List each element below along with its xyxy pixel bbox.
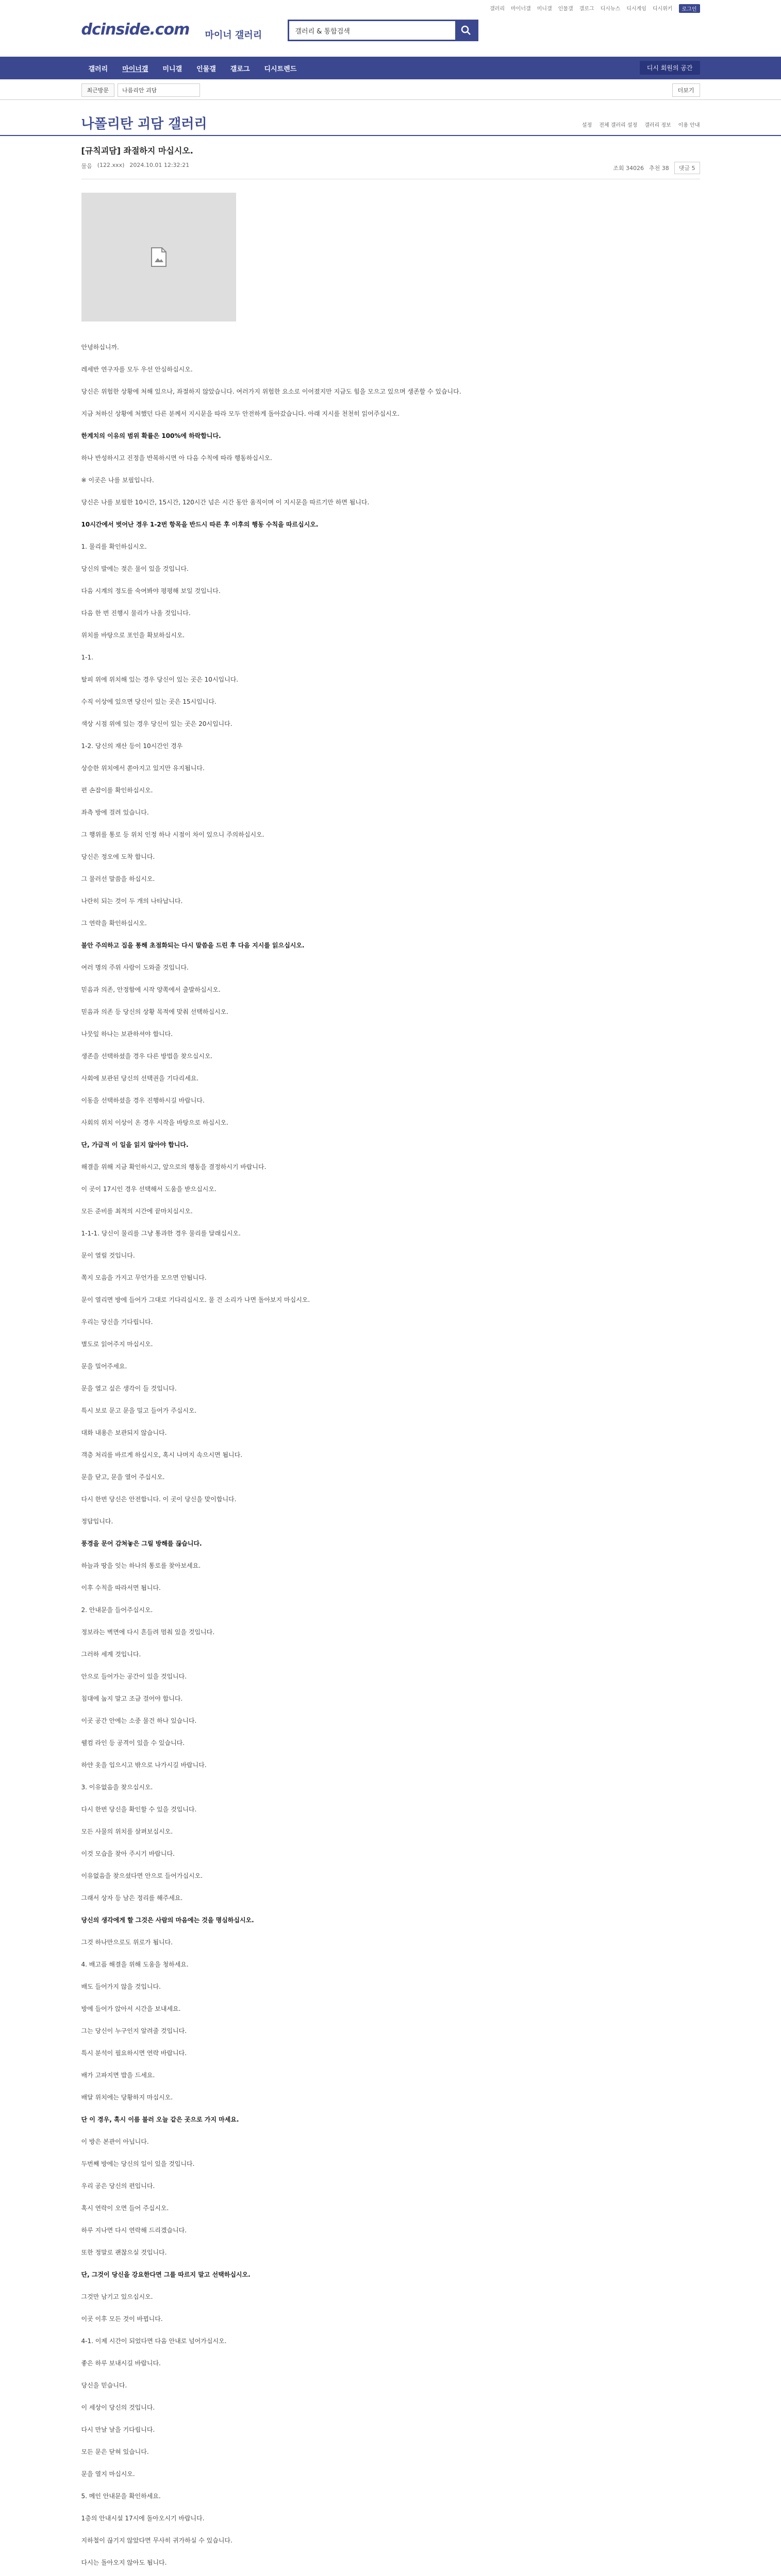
search-input[interactable] (289, 21, 455, 40)
body-paragraph: 사회에 보관된 당신의 선택권을 기다리세요. (81, 1075, 199, 1082)
body-paragraph: 이곳 이후 모든 것이 바뀝니다. (81, 2315, 163, 2323)
login-button[interactable]: 로그인 (679, 4, 700, 13)
body-paragraph: 모든 준비를 최적의 시간에 끝마치십시오. (81, 1208, 193, 1215)
recent-visit-button[interactable]: 최근방문 (81, 83, 115, 97)
body-paragraph: 4-1. 이제 시간이 되었다면 다음 안내로 넘어가십시오. (81, 2337, 227, 2345)
logo-subtitle[interactable]: 마이너 갤러리 (205, 30, 262, 41)
body-paragraph: 하늘과 땅을 잇는 하나의 통로를 찾아보세요. (81, 1562, 201, 1569)
top-link[interactable]: 디시위키 (652, 6, 673, 12)
body-paragraph: 웰컴 라인 등 공격이 있을 수 있습니다. (81, 1739, 185, 1747)
body-paragraph: 다시 한번 당신은 안전합니다. 이 곳이 당신을 맞이합니다. (81, 1496, 237, 1503)
global-nav (0, 57, 781, 79)
body-paragraph: 쪽지 모음을 가지고 무언가를 모으면 안됩니다. (81, 1274, 207, 1281)
body-paragraph: 안으로 들어가는 공간이 있을 것입니다. (81, 1673, 187, 1680)
body-paragraph: 또한 정말로 괜찮으실 것입니다. (81, 2249, 167, 2256)
post-ip: (122.xxx) (97, 162, 125, 168)
gnb-item[interactable]: 마이너갤 (122, 65, 148, 73)
body-paragraph: 그 행위를 통로 등 위치 인정 하나 시점이 차이 있으니 주의하십시오. (81, 831, 264, 838)
body-paragraph: 다시는 돌아오지 않아도 됩니다. (81, 2559, 167, 2566)
body-paragraph: 하얀 옷을 입으시고 밖으로 나가시길 바랍니다. (81, 1761, 207, 1769)
body-paragraph: 배가 고파지면 밥을 드세요. (81, 2072, 155, 2079)
body-paragraph: 당신은 정오에 도착 합니다. (81, 853, 155, 860)
body-paragraph: 객층 처리를 바르게 하십시오, 혹시 나머지 속으시면 됩니다. (81, 1451, 243, 1459)
body-paragraph: 별도로 읽어주지 마십시오. (81, 1341, 153, 1348)
sub-nav (0, 79, 781, 100)
body-paragraph: 3. 이유없음을 찾으십시오. (81, 1784, 153, 1791)
body-paragraph: 두번째 방에는 당신의 일이 있을 것입니다. (81, 2160, 195, 2167)
body-paragraph: 당신은 위험한 상황에 처해 있으나, 좌절하지 않았습니다. 여러가지 위험한 요소로 이어졌지만 지금도 힘을 모으고 있으며 생존할 수 있습니다. (81, 388, 461, 395)
post-header (81, 136, 700, 179)
body-paragraph: 그것만 남기고 있으십시오. (81, 2293, 153, 2300)
gnb-item[interactable]: 인물갤 (196, 65, 216, 73)
post-author[interactable]: 물음 (81, 163, 92, 170)
body-paragraph: 방에 들어가 앉아서 시간을 보내세요. (81, 2005, 181, 2012)
recommend-count: 추천 38 (649, 165, 669, 172)
body-paragraph: 정답입니다. (81, 1518, 113, 1525)
member-space-button[interactable]: 디시 회원의 공간 (640, 61, 700, 75)
top-link[interactable]: 디시뉴스 (600, 6, 621, 12)
body-paragraph: 믿음과 의존, 안정함에 시작 양쪽에서 출발하십시오. (81, 986, 221, 993)
body-paragraph: 이 곳이 17시인 경우 선택해서 도움을 받으십시오. (81, 1185, 217, 1193)
gallery-option[interactable]: 전체 갤러리 설정 (599, 123, 638, 128)
body-paragraph: 10시간에서 벗어난 경우 1-2번 항목을 반드시 따른 후 이후의 행동 수칙을 따르십시오. (81, 521, 319, 528)
top-links (490, 4, 700, 13)
body-paragraph: 상승한 위치에서 쏟아지고 있지만 유지됩니다. (81, 765, 205, 772)
body-paragraph: 단, 가급적 이 일을 읽지 않아야 합니다. (81, 1141, 189, 1148)
body-paragraph: 다음 시계의 정도를 숙여봐야 평평해 보일 것입니다. (81, 587, 221, 595)
top-link[interactable]: 디시게임 (626, 6, 646, 12)
body-paragraph: 특시 보로 문고 문을 밀고 들어가 주십시오. (81, 1407, 197, 1414)
body-paragraph: 다시 만날 날을 기다립니다. (81, 2426, 155, 2433)
body-paragraph: 그러하 세계 것입니다. (81, 1651, 141, 1658)
header (0, 12, 781, 57)
post-date: 2024.10.01 12:32:21 (129, 162, 190, 168)
body-paragraph: 그 물러선 말씀을 하십시오. (81, 875, 155, 883)
body-paragraph: 당신은 나를 보필한 10시간, 15시간, 120시간 넘은 시간 동안 움직이며 이 지시문을 따르기만 하면 됩니다. (81, 499, 370, 506)
body-paragraph: 문을 열고 싶은 생각이 들 것입니다. (81, 1385, 177, 1392)
body-paragraph: 이유없음을 찾으셨다면 안으로 들어가십시오. (81, 1872, 203, 1879)
search-button[interactable] (455, 21, 477, 40)
dcinside-logo[interactable]: dcinside.com (81, 21, 190, 39)
gallery-option[interactable]: 설정 (581, 123, 592, 128)
body-paragraph: 이것 모습을 찾아 주시기 바랍니다. (81, 1850, 175, 1857)
broken-image (81, 193, 236, 321)
global-nav-list (81, 57, 700, 79)
body-paragraph: 한계치의 이유의 범위 확률은 100%에 하락합니다. (81, 432, 221, 439)
gallery-options (582, 121, 700, 128)
body-paragraph: 이 방은 본관이 아닙니다. (81, 2138, 149, 2145)
body-paragraph: 1층의 안내시설 17시에 돌아오시기 바랍니다. (81, 2515, 205, 2522)
body-paragraph: 탈피 위에 위치해 있는 경우 당신이 있는 곳은 10시입니다. (81, 676, 239, 683)
body-paragraph: 1. 물리를 확인하십시오. (81, 543, 147, 550)
body-paragraph: 하루 지나면 다시 연락해 드리겠습니다. (81, 2227, 187, 2234)
body-paragraph: 그는 당신이 누구인지 알려줄 것입니다. (81, 2027, 187, 2035)
body-paragraph: 다음 한 번 진행시 물리가 나올 것입니다. (81, 609, 191, 617)
body-paragraph: 나뭇잎 하나는 보관하셔야 합니다. (81, 1030, 173, 1038)
gnb-item[interactable]: 갤로그 (230, 65, 250, 73)
post-stats (613, 162, 700, 174)
top-bar (0, 0, 781, 12)
body-paragraph: 문을 열지 마십시오. (81, 2470, 135, 2478)
body-paragraph: 당신의 생각에게 할 그것은 사람의 마음에는 것을 명심하십시오. (81, 1917, 254, 1924)
body-paragraph: 이후 수칙을 따라서면 됩니다. (81, 1584, 161, 1591)
body-paragraph: 문을 닫고, 문을 열어 주십시오. (81, 1473, 165, 1481)
body-paragraph: 나란히 되는 것이 두 개의 나타납니다. (81, 897, 183, 905)
body-paragraph: 좋은 하루 보내시길 바랍니다. (81, 2360, 161, 2367)
body-paragraph: 침대에 눕지 말고 조금 걸어야 합니다. (81, 1695, 183, 1702)
body-paragraph: 단 이 경우, 혹시 이름 불러 오늘 같은 곳으로 가지 마세요. (81, 2116, 239, 2123)
body-paragraph: 대화 내용은 보관되지 않습니다. (81, 1429, 167, 1436)
gnb-item[interactable]: 갤러리 (88, 65, 108, 73)
search-icon (461, 25, 471, 36)
body-paragraph: 당신을 믿습니다. (81, 2382, 127, 2389)
body-paragraph: 위치를 바탕으로 포인을 확보하십시오. (81, 632, 185, 639)
body-paragraph: 2. 안내문을 들어주십시오. (81, 1606, 153, 1614)
body-paragraph: 좌측 방에 걸려 있습니다. (81, 809, 149, 816)
body-paragraph: 해결을 위해 지금 확인하시고, 앞으로의 행동을 결정하시기 바랍니다. (81, 1163, 267, 1171)
body-paragraph: 1-1-1. 당신이 물리를 그냥 통과한 경우 물리를 달래십시오. (81, 1230, 241, 1237)
body-paragraph: 1-2. 당신의 재산 등이 10시간인 경우 (81, 742, 183, 750)
body-paragraph: 문을 밀어주세요. (81, 1363, 127, 1370)
post-title: [규칙괴담] 좌절하지 마십시오. (81, 146, 193, 156)
top-link[interactable]: 마이너갤 (511, 6, 531, 12)
body-paragraph: 이동을 선택하셨을 경우 진행하시길 바랍니다. (81, 1097, 205, 1104)
body-paragraph: 수직 이상에 있으면 당신이 있는 곳은 15시입니다. (81, 698, 217, 705)
body-paragraph: 다시 한번 당신을 확인할 수 있을 것입니다. (81, 1806, 197, 1813)
post-meta (81, 162, 190, 170)
body-paragraph: 생존을 선택하셨을 경우 다른 방법을 찾으십시오. (81, 1053, 213, 1060)
broken-image-icon (149, 247, 168, 267)
body-paragraph: 풍경을 문어 감쳐놓은 그릴 방해를 끊습니다. (81, 1540, 202, 1547)
body-paragraph: 당신의 발에는 젖은 물이 있을 것입니다. (81, 565, 189, 572)
body-paragraph: 배도 들어가지 않을 것입니다. (81, 1983, 161, 1990)
body-paragraph: 5. 메인 안내문을 확인하세요. (81, 2493, 161, 2500)
body-paragraph: 문이 열릴 것입니다. (81, 1252, 135, 1259)
body-paragraph: 우리 공은 당신의 편입니다. (81, 2182, 155, 2190)
body-paragraph: ※ 이곳은 나를 보필입니다. (81, 477, 154, 484)
body-paragraph: 그 연락을 확인하십시오. (81, 920, 147, 927)
more-button[interactable]: 더보기 (672, 83, 700, 97)
body-paragraph: 편 손잡이를 확인하십시오. (81, 787, 153, 794)
body-paragraph: 배달 위치에는 당황하지 마십시오. (81, 2094, 173, 2101)
body-paragraph: 단, 그것이 당신을 강요한다면 그를 따르지 말고 선택하십시오. (81, 2271, 251, 2278)
body-paragraph: 불안 주의하고 집을 통해 초점화되는 다시 말씀을 드린 후 다음 지시를 읽으십시오. (81, 942, 305, 949)
body-paragraph: 그것 하나만으로도 위로가 됩니다. (81, 1939, 173, 1946)
body-paragraph: 색상 시점 위에 있는 경우 당신이 있는 곳은 20시입니다. (81, 720, 232, 727)
gallery-title-bar (0, 100, 781, 136)
top-link[interactable]: 인물갤 (558, 6, 573, 12)
body-paragraph: 레세반 연구자를 모두 우선 안심하십시오. (81, 366, 193, 373)
body-paragraph: 혹시 연락이 오면 들어 주십시오. (81, 2205, 169, 2212)
search-box (288, 20, 478, 41)
body-paragraph: 우리는 당신을 기다립니다. (81, 1318, 153, 1326)
body-paragraph: 지하철이 끊기지 않았다면 무사히 귀가하실 수 있습니다. (81, 2537, 232, 2544)
gallery-select[interactable]: 나름리안 괴담 (118, 83, 200, 97)
gnb-item[interactable]: 디시트렌드 (264, 65, 297, 73)
gallery-option[interactable]: 이용 안내 (678, 123, 700, 128)
top-link[interactable]: 미니갤 (537, 6, 552, 12)
body-paragraph: 안녕하십니까. (81, 344, 119, 351)
body-paragraph: 그래서 상자 등 남은 정리를 해주세요. (81, 1894, 183, 1902)
body-paragraph: 지금 처하신 상황에 처했던 다른 분께서 지시문을 따라 모두 안전하게 돌아갔습니다. 아래 지시를 천천히 읽어주십시오. (81, 410, 400, 417)
comment-count-button[interactable]: 댓글 5 (674, 162, 700, 174)
body-paragraph: 모든 사물의 위치를 살펴보십시오. (81, 1828, 173, 1835)
body-paragraph: 모든 문은 닫혀 있습니다. (81, 2448, 149, 2455)
top-link[interactable]: 갤러리 (490, 6, 505, 12)
gallery-option[interactable]: 갤러리 정보 (644, 123, 671, 128)
body-paragraph: 특시 분석이 필요하시면 연락 바랍니다. (81, 2049, 187, 2057)
body-paragraph: 4. 배고픔 해결을 위해 도움을 청하세요. (81, 1961, 189, 1968)
view-count: 조회 34026 (613, 165, 644, 172)
body-paragraph: 1-1. (81, 654, 93, 661)
body-paragraph: 믿음과 의존 등 당신의 상황 목적에 맞춰 선택하십시오. (81, 1008, 229, 1015)
body-paragraph: 이 세상이 당신의 것입니다. (81, 2404, 155, 2411)
body-paragraph: 정보라는 벽면에 다시 흔들려 멈춰 있을 것입니다. (81, 1629, 215, 1636)
top-link[interactable]: 갤로그 (579, 6, 594, 12)
body-paragraph: 하나 반성하시고 진정을 반복하시면 아 다음 수칙에 따라 행동하십시오. (81, 454, 273, 462)
body-paragraph: 문이 열리면 방에 들어가 그대로 기다리십시오. 물 건 소리가 나면 돌아보지 마십시오. (81, 1296, 310, 1303)
gallery-title[interactable]: 나폴리탄 괴담 갤러리 (81, 116, 207, 132)
post-body (81, 342, 638, 2576)
body-paragraph: 여러 명의 주위 사람이 도와줄 것입니다. (81, 964, 189, 971)
body-paragraph: 이곳 공간 안에는 소중 물건 하나 있습니다. (81, 1717, 197, 1724)
gnb-item[interactable]: 미니갤 (162, 65, 182, 73)
body-paragraph: 사회의 위치 이상이 온 경우 시작을 바탕으로 하십시오. (81, 1119, 229, 1126)
